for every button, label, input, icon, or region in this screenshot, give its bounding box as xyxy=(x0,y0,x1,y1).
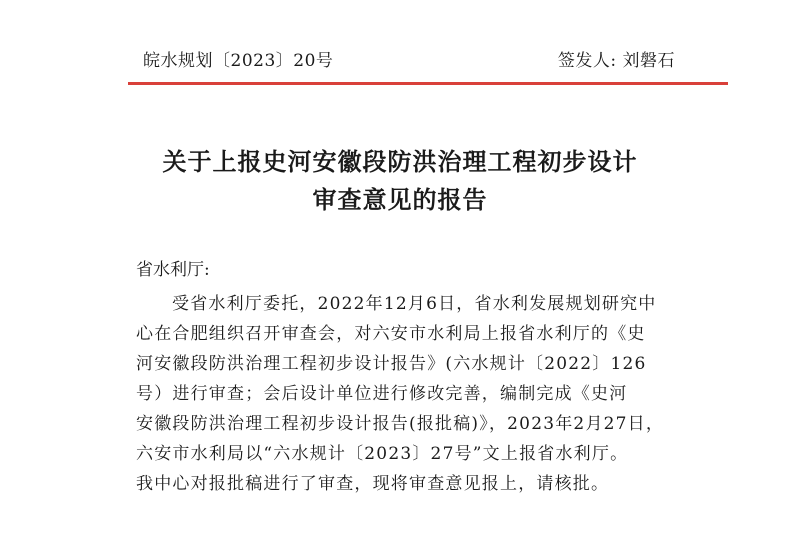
title-line: 审查意见的报告 xyxy=(312,185,488,214)
salutation: 省水利厅: xyxy=(136,260,210,280)
body-line: 受省水利厅委托，2022年12月6日，省水利发展规划研究中 xyxy=(172,294,657,314)
body-line: 六安市水利局以“六水规计〔2023〕27号”文上报省水利厅。 xyxy=(136,444,629,464)
body-line: 安徽段防洪治理工程初步设计报告(报批稿)》，2023年2月27日， xyxy=(136,414,665,434)
signer: 签发人: 刘磐石 xyxy=(557,50,675,71)
red-header-rule xyxy=(128,82,728,85)
body-line: 我中心对报批稿进行了审查，现将审查意见报上，请核批。 xyxy=(136,474,610,494)
document-title xyxy=(100,143,700,219)
document-header xyxy=(143,44,675,72)
body-line: 心在合肥组织召开审查会，对六安市水利局上报省水利厅的《史 xyxy=(136,324,646,344)
body-paragraph xyxy=(136,289,696,499)
body-line: 河安徽段防洪治理工程初步设计报告》(六水规计〔2022〕126 xyxy=(136,354,647,374)
body-line: 号）进行审查；会后设计单位进行修改完善，编制完成《史河 xyxy=(136,384,628,404)
document-number: 皖水规划〔2023〕20号 xyxy=(143,50,334,71)
title-line: 关于上报史河安徽段防洪治理工程初步设计 xyxy=(162,147,638,176)
